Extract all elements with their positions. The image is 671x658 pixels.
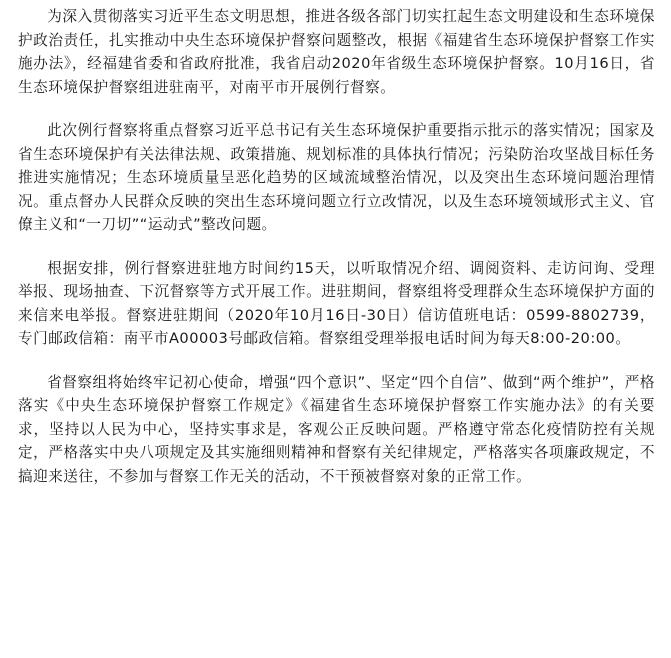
article-paragraph-1: 为深入贯彻落实习近平生态文明思想，推进各级各部门切实扛起生态文明建设和生态环境保护政治责任，扎实推动中央生态环境保护督察问题整改，根据《福建省生态环境保护督察工作实施办法》，经福建省委和省政府批准，我省启动2020年省级生态环境保护督察。10月16日，省生态环境保护督察组进驻南平，对南平市开展例行督察。 [18,8,655,96]
article-paragraph-2: 此次例行督察将重点督察习近平总书记有关生态环境保护重要指示批示的落实情况；国家及省生态环境保护有关法律法规、政策措施、规划标准的具体执行情况；污染防治攻坚战目标任务推进实施情况；生态环境质量呈恶化趋势的区域流域整治情况，以及突出生态环境问题治理情况。重点督办人民群众反映的突出生态环境问题立行立改情况，以及生态环境领域形式主义、官僚主义和“一刀切”“运动式”整改问题。 [18,122,655,233]
article-paragraph-4: 省督察组将始终牢记初心使命，增强“四个意识”、坚定“四个自信”、做到“两个维护”，严格落实《中央生态环境保护督察工作规定》《福建省生态环境保护督察工作实施办法》的有关要求，坚持以人民为中心，坚持实事求是，客观公正反映问题。严格遵守常态化疫情防控有关规定，严格落实中央八项规定及其实施细则精神和督察有关纪律规定，严格落实各项廉政规定，不搞迎来送往，不参加与督察工作无关的活动，不干预被督察对象的正常工作。 [18,373,655,485]
article-body [18,0,655,488]
article-paragraph-3: 根据安排，例行督察进驻地方时间约15天，以听取情况介绍、调阅资料、走访问询、受理举报、现场抽查、下沉督察等方式开展工作。进驻期间，督察组将受理群众生态环境保护方面的来信来电举报。督察进驻期间（2020年10月16日-30日）信访值班电话：0599-8802739，专门邮政信箱：南平市A00003号邮政信箱。督察组受理举报电话时间为每天8:00-20:00。 [18,259,655,347]
